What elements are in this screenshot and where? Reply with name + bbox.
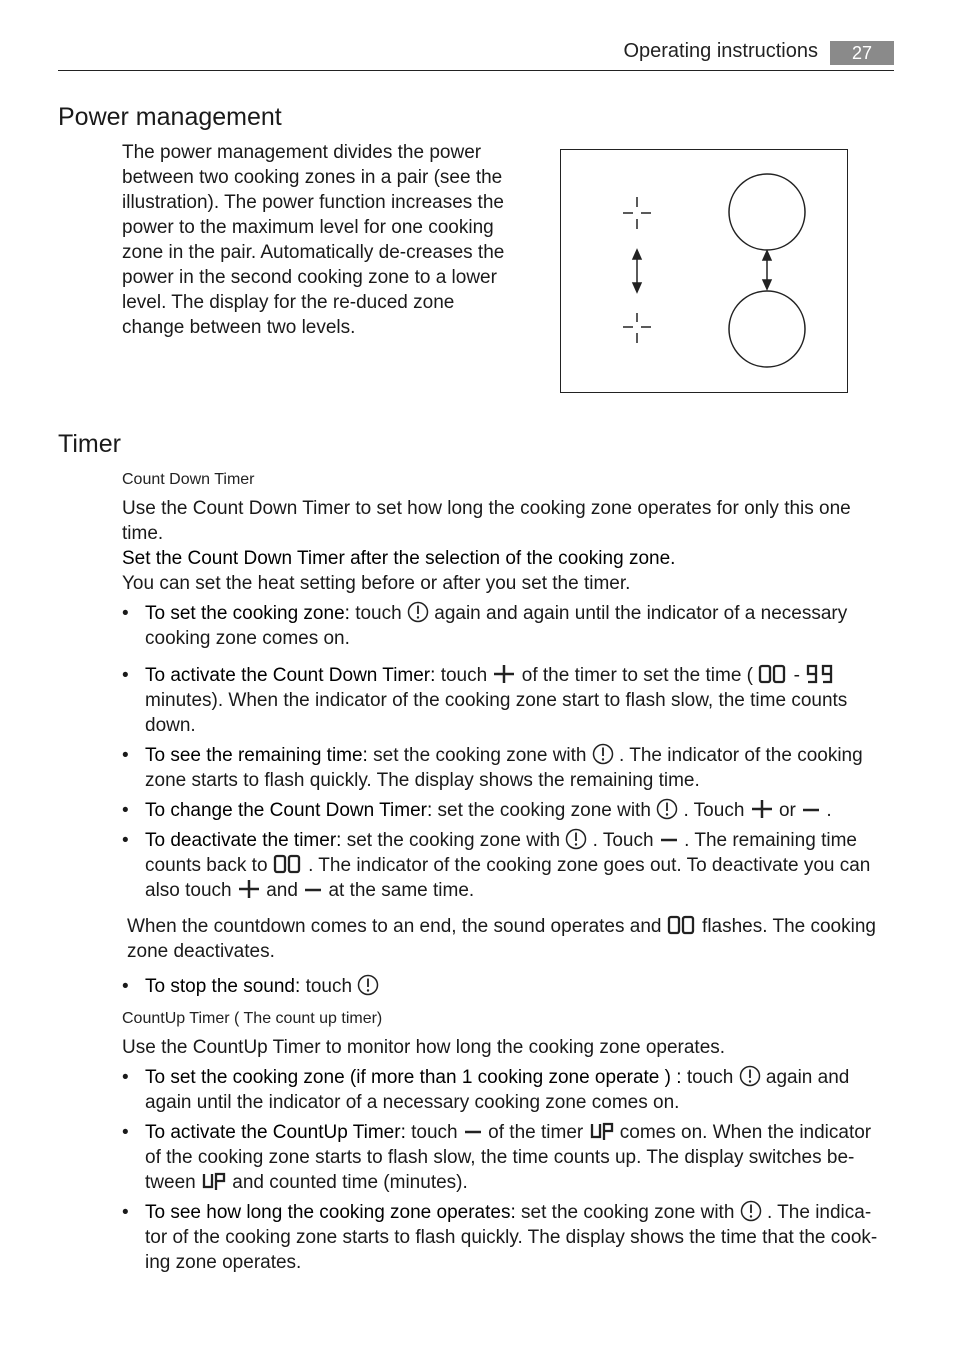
timer-select-icon (592, 743, 614, 765)
power-management-heading: Power management (58, 103, 282, 131)
plus-icon (492, 663, 516, 685)
double-arrow-left-icon (633, 250, 641, 292)
timer-select-icon (740, 1200, 762, 1222)
display-00-icon (667, 914, 697, 936)
display-up-icon (589, 1120, 615, 1142)
bullet-text: set the cooking zone with (373, 745, 587, 766)
bullet-lead: To set the cooking zone: (145, 603, 350, 624)
list-item (122, 828, 892, 903)
display-00-icon (758, 663, 788, 685)
bullet-text: - (793, 665, 800, 686)
plus-icon (237, 878, 261, 900)
bullet-text: of the timer (488, 1122, 584, 1143)
bullet-text: and counted time (minutes). (232, 1172, 468, 1193)
timer-heading: Timer (58, 430, 121, 458)
minus-icon (463, 1120, 483, 1142)
bullet-text: and (266, 880, 298, 901)
plus-icon (750, 798, 774, 820)
bullet-lead: To activate the Count Down Timer: (145, 665, 436, 686)
timer-select-icon (739, 1065, 761, 1087)
bullet-text: touch (355, 603, 402, 624)
bullet-text: set the cooking zone with (346, 830, 561, 851)
bullet-text: of the timer to set the time ( (521, 665, 754, 686)
bullet-text: . The indicator of the cooking zone goes out. To deactivate you can also touch (145, 855, 871, 901)
countdown-intro: Use the Count Down Timer to set how long the cooking zone operates for only this one time. (122, 498, 851, 544)
timer-select-icon (656, 798, 678, 820)
header-title: Operating instructions (623, 40, 818, 62)
bullet-text: . (826, 800, 832, 821)
bullet-text: touch (305, 976, 353, 997)
bullet-text: . The indica-tor of the cooking zone starts to flash quickly. The display shows the time that the cook-ing zone operates. (145, 1202, 878, 1273)
cooking-zone-lower-symbol-icon (623, 313, 651, 343)
bullet-lead: To activate the CountUp Timer: (145, 1122, 406, 1143)
bullet-lead: To see the remaining time: (145, 745, 368, 766)
bullet-text: at the same time. (328, 880, 475, 901)
bullet-text: . The indicator of the cooking zone starts to flash quickly. The display shows the remaining time. (145, 745, 863, 791)
list-item (122, 1200, 892, 1275)
bullet-text: minutes). When the indicator of the cooking zone start to flash slow, the time counts down. (145, 690, 848, 736)
paragraph-text: When the countdown comes to an end, the sound operates and (127, 916, 662, 937)
list-item (122, 974, 892, 999)
list-item (122, 1065, 892, 1115)
bullet-lead: To deactivate the timer: (145, 830, 342, 851)
bullet-lead: To change the Count Down Timer: (145, 800, 433, 821)
bullet-text: . Touch (592, 830, 654, 851)
list-item (122, 798, 892, 823)
bullet-text: set the cooking zone with (437, 800, 651, 821)
double-arrow-right-icon (763, 251, 771, 289)
bullet-text: touch (440, 665, 488, 686)
minus-icon (659, 828, 679, 850)
countdown-intro-block (122, 496, 892, 596)
bullet-text: . The remaining time counts back to (145, 830, 857, 876)
timer-select-icon (565, 828, 587, 850)
bullet-text: touch (686, 1067, 734, 1088)
bullet-lead: To set the cooking zone (if more than 1 cooking zone operate ) : (145, 1067, 682, 1088)
bullet-text: touch (411, 1122, 458, 1143)
countup-subheading: CountUp Timer ( The count up timer) (122, 1010, 383, 1027)
bullet-text: again and again until the indicator of a necessary cooking zone comes on. (145, 1067, 850, 1113)
page-header (58, 38, 894, 71)
countup-intro: Use the CountUp Timer to monitor how long the cooking zone operates. (122, 1037, 726, 1058)
bullet-text: comes on. When the indicator of the cooking zone starts to flash slow, the time counts up. The display switches be-tween (145, 1122, 872, 1193)
countdown-emphasis: Set the Count Down Timer after the selection of the cooking zone. (122, 548, 676, 569)
list-item (122, 1120, 892, 1195)
list-item (122, 743, 892, 793)
cooking-zone-upper-symbol-icon (623, 197, 651, 229)
power-management-illustration (560, 149, 848, 393)
display-up-icon (201, 1170, 227, 1192)
timer-select-icon (407, 601, 429, 623)
page-number: 27 (830, 41, 894, 65)
countdown-note: You can set the heat setting before or after you set the timer. (122, 573, 631, 594)
countdown-subheading: Count Down Timer (122, 471, 255, 488)
timer-select-icon (357, 974, 379, 996)
countdown-end-paragraph (127, 914, 887, 964)
paragraph-text: flashes. The cooking zone deactivates. (127, 916, 876, 962)
bullet-lead: To stop the sound: (145, 976, 301, 997)
bullet-lead: To see how long the cooking zone operates: (145, 1202, 516, 1223)
list-item (122, 601, 892, 651)
minus-icon (303, 878, 323, 900)
minus-icon (801, 798, 821, 820)
cooking-zone-upper-circle (729, 174, 805, 250)
countdown-bullets-2 (122, 663, 892, 903)
countup-bullets (122, 1065, 892, 1275)
list-item (122, 663, 892, 738)
countdown-bullets-1 (122, 601, 892, 651)
display-00-icon (273, 853, 303, 875)
bullet-text: set the cooking zone with (521, 1202, 735, 1223)
display-99-icon (805, 663, 835, 685)
power-management-text: The power management divides the power between two cooking zones in a pair (see the illustration). The power function increases the power to the maximum level for one cooking zone in the pair. Automatically de-creases the power in the second cooking zone to a lower level. The display for the re-duced zone change between two levels. (122, 142, 505, 338)
bullet-text: or (778, 800, 796, 821)
bullet-text: again and again until the indicator of a necessary cooking zone comes on. (145, 603, 848, 649)
bullet-text: . Touch (683, 800, 745, 821)
cooking-zone-lower-circle (729, 291, 805, 367)
countdown-bullets-3 (122, 974, 892, 999)
